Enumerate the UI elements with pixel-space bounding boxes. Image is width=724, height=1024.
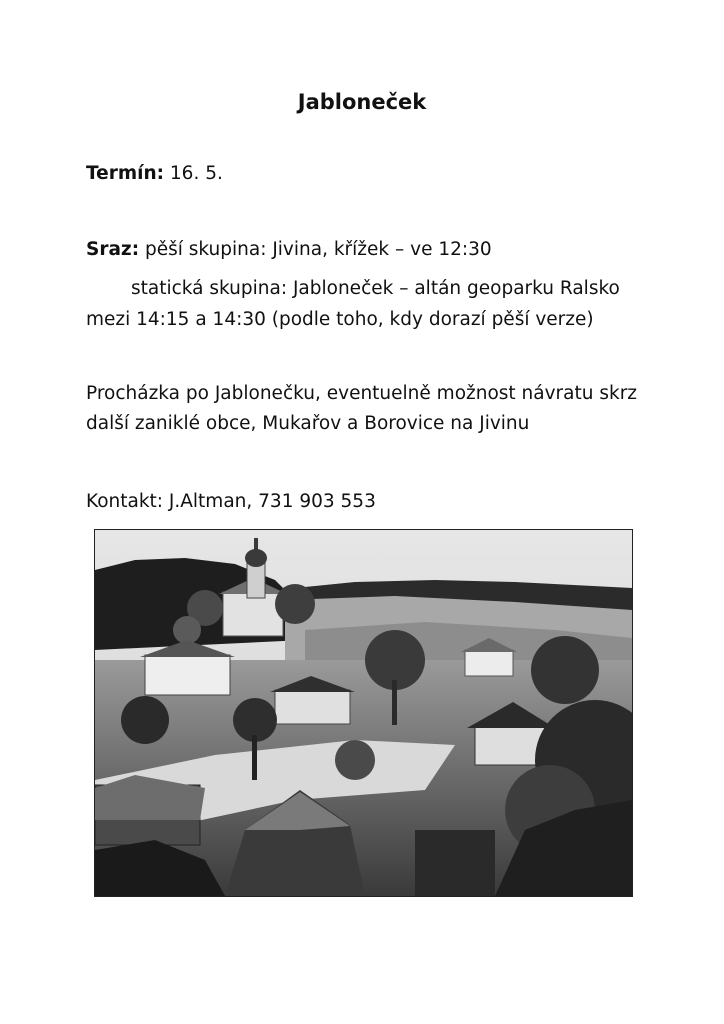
termin-line (86, 161, 223, 187)
sraz-line-1 (86, 237, 492, 263)
termin-value: 16. 5. (164, 163, 223, 184)
contact-line: Kontakt: J.Altman, 731 903 553 (86, 491, 376, 512)
description-line-2: další zaniklé obce, Mukařov a Borovice na Jivinu (86, 413, 530, 434)
sraz-walking-group: pěší skupina: Jivina, křížek – ve 12:30 (139, 239, 492, 260)
village-photo (94, 529, 633, 897)
description-line-1: Procházka po Jablonečku, eventuelně možnost návratu skrz (86, 383, 638, 404)
sraz-line-2: statická skupina: Jabloneček – altán geoparku Ralsko (131, 278, 620, 299)
page-title: Jabloneček (297, 90, 427, 114)
sraz-line-3: mezi 14:15 a 14:30 (podle toho, kdy dorazí pěší verze) (86, 309, 594, 330)
historic-village-photo-icon (95, 530, 632, 896)
sraz-label: Sraz: (86, 239, 140, 260)
termin-label: Termín: (86, 163, 165, 184)
